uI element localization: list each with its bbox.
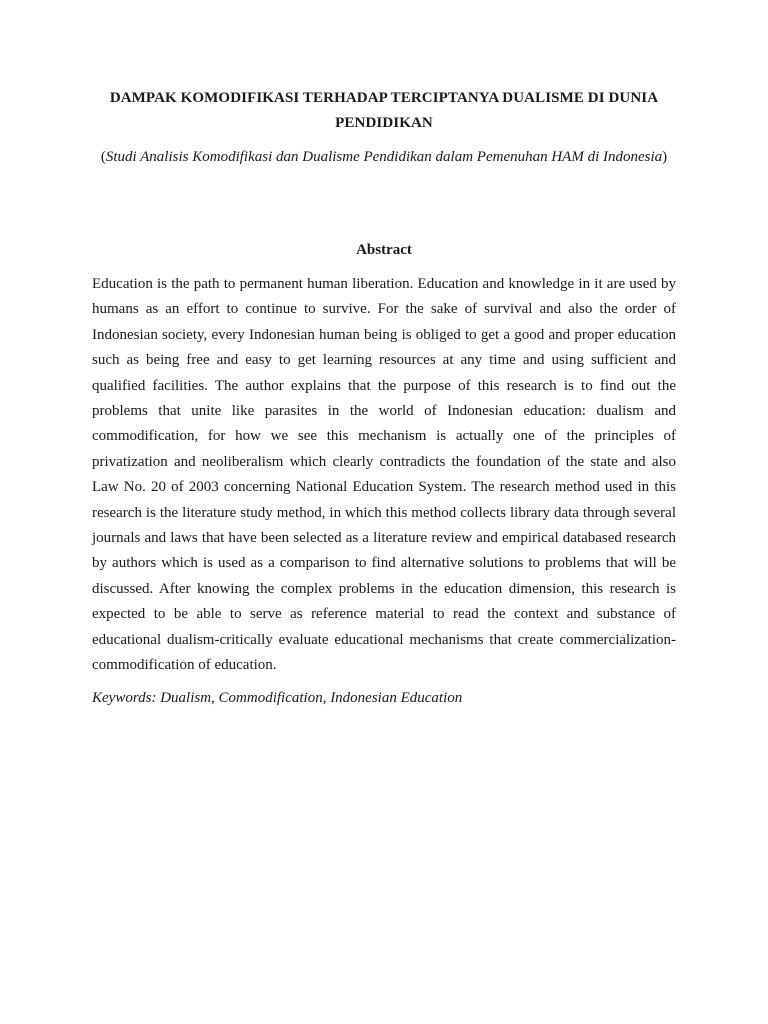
paper-title-line-1: DAMPAK KOMODIFIKASI TERHADAP TERCIPTANYA DUALISME DI DUNIA <box>109 90 659 106</box>
paper-subtitle <box>92 145 676 170</box>
abstract-body: Education is the path to permanent human liberation. Education and knowledge in it are used by humans as an effort to continue to survive. For the sake of survival and also the order of Indonesian society, every Indonesian human being is obliged to get a good and proper education such as being free and easy to get learning resources at any time and using sufficient and qualified facilities. The author explains that the purpose of this research is to find out the problems that unite like parasites in the world of Indonesian education: dualism and commodification, for how we see this mechanism is actually one of the principles of privatization and neoliberalism which clearly contradicts the foundation of the state and also Law No. 20 of 2003 concerning National Education System. The research method used in this research is the literature study method, in which this method collects library data through several journals and laws that have been selected as a literature review and empirical databased research by authors which is used as a comparison to find alternative solutions to problems that will be discussed. After knowing the complex problems in the education dimension, this research is expected to be able to serve as reference material to read the context and substance of educational dualism-critically evaluate educational mechanisms that create commercialization-commodification of education. <box>92 276 676 674</box>
abstract-heading: Abstract <box>356 242 412 258</box>
keywords-line: Keywords: Dualism, Commodification, Indonesian Education <box>92 690 463 706</box>
subtitle-text: Studi Analisis Komodifikasi dan Dualisme Pendidikan dalam Pemenuhan HAM di Indonesia <box>105 149 663 165</box>
subtitle-close-paren: ) <box>662 149 668 165</box>
subtitle-open-paren: ( <box>100 149 106 165</box>
paper-title-line-2: PENDIDIKAN <box>335 115 433 131</box>
paper-title <box>92 86 676 136</box>
